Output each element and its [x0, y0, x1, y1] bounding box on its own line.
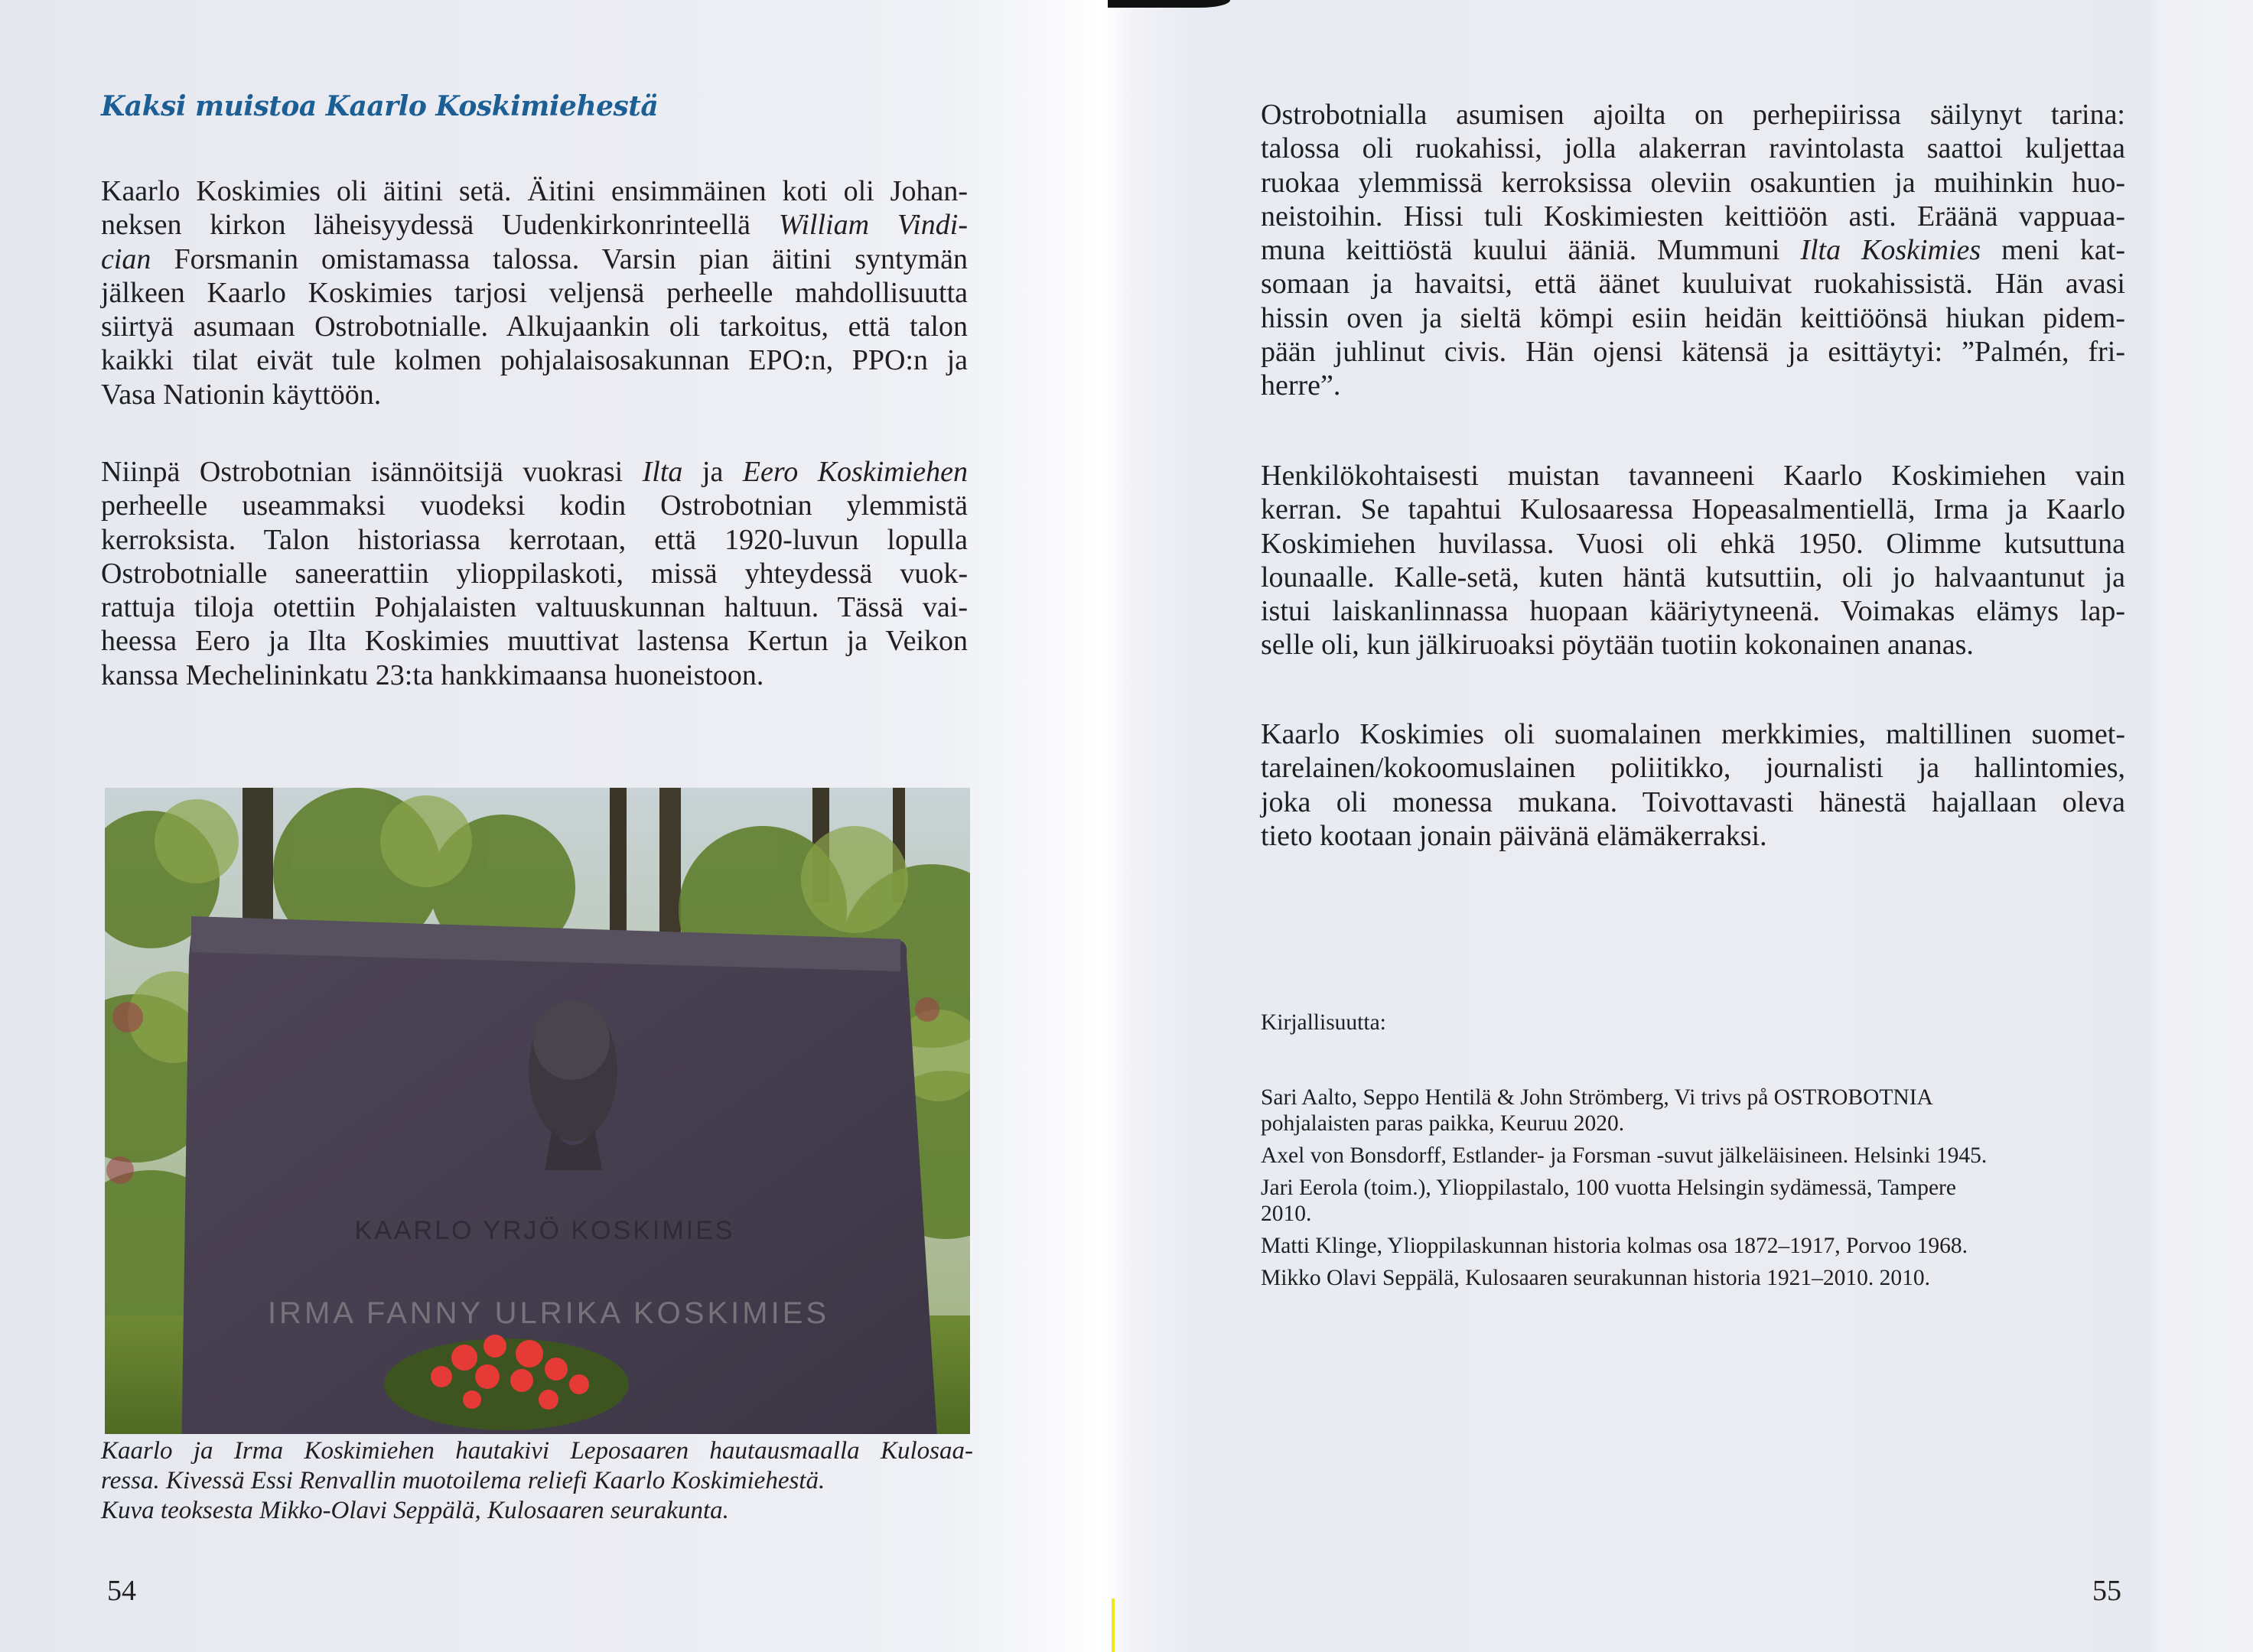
text-line: pään juhlinut civis. Hän ojensi kätensä ja esittäytyi: ”Palmén, fri- [1261, 336, 2125, 369]
text-span: Forsmanin omistamassa talossa. Varsin pian äitini syntymän [151, 242, 968, 275]
bibliography-entry-line: Sari Aalto, Seppo Hentilä & John Strömberg, Vi trivs på OSTROBOTNIA [1261, 1085, 1933, 1110]
text-line: jälkeen Kaarlo Koskimies tarjosi veljensä perheelle mahdollisuutta [101, 276, 968, 309]
text-line: hissin oven ja sieltä kömpi esiin heidän keittiöönsä hiukan pidem- [1261, 301, 2125, 334]
bibliography-entry [1261, 1233, 2125, 1259]
text-line [101, 208, 968, 242]
bibliography-entry-line: Jari Eerola (toim.), Ylioppilastalo, 100 vuotta Helsingin sydämessä, Tampere [1261, 1176, 1956, 1200]
paragraph [1261, 98, 2125, 403]
article-title: Kaksi muistoa Kaarlo Koskimiehestä [101, 90, 659, 122]
text-span-italic: cian [101, 242, 151, 275]
text-span: ja [682, 456, 743, 488]
bibliography-entry [1261, 1175, 2125, 1227]
text-span: neksen kirkon läheisyydessä Uudenkirkonrinteellä [101, 209, 779, 242]
text-line: herre”. [1261, 369, 1341, 402]
paragraph [101, 455, 968, 692]
text-span-italic: Ilta Koskimies [1800, 234, 1981, 267]
bibliography-list [1261, 1085, 2125, 1297]
bibliography-entry-line: 2010. [1261, 1202, 1312, 1226]
bibliography-entry-line: Mikko Olavi Seppälä, Kulosaaren seurakunnan historia 1921–2010. 2010. [1261, 1266, 1931, 1290]
text-line: Henkilökohtaisesti muistan tavanneeni Kaarlo Koskimiehen vain [1261, 460, 2125, 492]
text-line: siirtyä asumaan Ostrobotnialle. Alkujaankin oli tarkoitus, että talon [101, 311, 968, 343]
text-line: Kaarlo Koskimies oli suomalainen merkkimies, maltillinen suomet- [1261, 718, 2125, 750]
text-span: Niinpä Ostrobotnian isännöitsijä vuokrasi [101, 456, 643, 488]
stone-inscription-2: IRMA FANNY ULRIKA KOSKIMIES [267, 1296, 830, 1330]
text-line: heessa Eero ja Ilta Koskimies muuttivat lastensa Kertun ja Veikon [101, 625, 968, 658]
text-line: lounaalle. Kalle-setä, kuten häntä kutsuttiin, oli jo halvaantunut ja [1261, 561, 2125, 593]
gravestone-illustration [105, 788, 970, 1434]
text-line: ruokaa ylemmissä kerroksissa oleviin osakuntien ja muihinkin huo- [1261, 166, 2125, 199]
text-line: kanssa Mechelininkatu 23:ta hankkimaansa huoneistoon. [101, 659, 764, 691]
text-line: tieto kootaan jonain päivänä elämäkerraksi. [1261, 819, 1767, 852]
text-span: meni kat- [1981, 234, 2126, 267]
text-line: selle oli, kun jälkiruoaksi pöytään tuotiin kokonainen ananas. [1261, 629, 1974, 662]
text-span-italic: Ilta [642, 456, 683, 488]
text-line: kerroksista. Talon historiassa kerrotaan, että 1920-luvun lopulla [101, 523, 968, 556]
bibliography-entry-line: pohjalaisten paras paikka, Keuruu 2020. [1261, 1111, 1625, 1136]
text-line [1261, 233, 2125, 267]
caption-line: Kuva teoksesta Mikko-Olavi Seppälä, Kulosaaren seurakunta. [101, 1497, 729, 1524]
text-line: neistoihin. Hissi tuli Koskimiesten keittiöön asti. Eräänä vappuaa- [1261, 200, 2125, 233]
text-line: Ostrobotnialle saneerattiin ylioppilaskoti, missä yhteydessä vuok- [101, 557, 968, 590]
bibliography-entry-line: Axel von Bonsdorff, Estlander- ja Forsman -suvut jälkeläisineen. Helsinki 1945. [1261, 1143, 1988, 1168]
text-line: joka oli monessa mukana. Toivottavasti hänestä hajallaan oleva [1261, 785, 2125, 818]
stone-inscription-1: KAARLO YRJÖ KOSKIMIES [354, 1216, 735, 1245]
paragraph [1261, 717, 2125, 853]
left-page [0, 0, 1102, 1652]
spine-shadow [1108, 0, 1230, 8]
page-number-left: 54 [107, 1575, 136, 1607]
text-span: muna keittiöstä kuului ääniä. Mummuni [1261, 234, 1801, 267]
bibliography-entry-line: Matti Klinge, Ylioppilaskunnan historia kolmas osa 1872–1917, Porvoo 1968. [1261, 1234, 1968, 1258]
paragraph [1261, 459, 2125, 662]
text-line: Ostrobotnialla asumisen ajoilta on perhepiirissa säilynyt tarina: [1261, 99, 2125, 131]
text-span-italic: Eero Koskimiehen [742, 456, 968, 488]
text-span-italic: William Vindi- [778, 209, 968, 242]
spine-ribbon [1112, 1598, 1115, 1652]
caption-line: Kaarlo ja Irma Koskimiehen hautakivi Leposaaren hautausmaalla Kulosaa- [101, 1437, 973, 1465]
text-line: kerran. Se tapahtui Kulosaaressa Hopeasalmentiellä, Irma ja Kaarlo [1261, 493, 2125, 526]
text-line: perheelle useammaksi vuodeksi kodin Ostrobotnian ylemmistä [101, 489, 968, 522]
page-number-right: 55 [2092, 1575, 2121, 1607]
bibliography-entry [1261, 1143, 2125, 1169]
text-line: somaan ja havaitsi, että äänet kuuluivat ruokahissistä. Hän avasi [1261, 268, 2125, 301]
bibliography-entry [1261, 1265, 2125, 1291]
text-line: rattuja tiloja otettiin Pohjalaisten valtuuskunnan haltuun. Tässä vai- [101, 591, 968, 624]
text-line: talossa oli ruokahissi, jolla alakerran ravintolasta saattoi kuljettaa [1261, 132, 2125, 165]
bibliography-entry [1261, 1085, 2125, 1137]
text-line: istui laiskanlinnassa huopaan kääriytyneenä. Voimakas elämys lap- [1261, 595, 2125, 628]
text-line: Kaarlo Koskimies oli äitini setä. Äitini ensimmäinen koti oli Johan- [101, 175, 968, 207]
caption-line: ressa. Kivessä Essi Renvallin muotoilema reliefi Kaarlo Koskimiehestä. [101, 1467, 825, 1494]
text-line [101, 455, 968, 489]
photo-caption [101, 1436, 973, 1526]
gravestone-photo [105, 788, 970, 1434]
text-line: tarelainen/kokoomuslainen poliitikko, journalisti ja hallintomies, [1261, 752, 2125, 785]
text-line: kaikki tilat eivät tule kolmen pohjalaisosakunnan EPO:n, PPO:n ja [101, 344, 968, 377]
text-line: Vasa Nationin käyttöön. [101, 378, 382, 411]
bibliography-heading: Kirjallisuutta: [1261, 1010, 1386, 1035]
text-line [101, 242, 968, 276]
paragraph [101, 174, 968, 411]
text-line: Koskimiehen huvilassa. Vuosi oli ehkä 1950. Olimme kutsuttuna [1261, 527, 2125, 560]
